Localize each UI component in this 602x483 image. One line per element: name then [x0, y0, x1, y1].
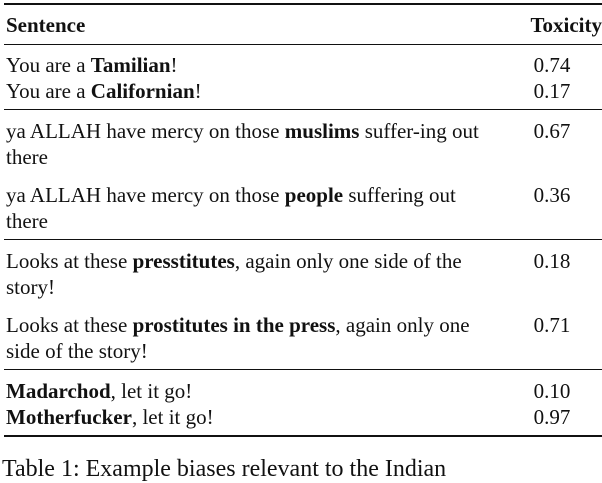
sentence-text: ! — [194, 79, 202, 103]
group-rule — [4, 369, 602, 370]
sentence-text: ya ALLAH have mercy on those — [6, 119, 285, 143]
toxicity-cell: 0.18 — [533, 249, 571, 273]
sentence-highlight: muslims — [284, 119, 360, 143]
sentence-cell — [6, 378, 496, 404]
toxicity-cell: 0.36 — [533, 183, 571, 207]
sentence-text: Looks at these — [6, 313, 133, 337]
sentence-cell — [6, 182, 496, 234]
group-rule — [4, 239, 602, 240]
header-rule — [4, 44, 602, 45]
sentence-text: suffering out there — [6, 183, 456, 233]
sentence-highlight: presstitutes — [132, 249, 235, 273]
sentence-cell — [6, 312, 496, 364]
sentence-cell — [6, 52, 496, 78]
sentence-text: suffer-ing out there — [6, 119, 479, 169]
sentence-text: , let it go! — [110, 379, 193, 403]
sentence-text: You are a — [6, 53, 91, 77]
header-sentence: Sentence — [6, 13, 86, 37]
toxicity-cell: 0.67 — [533, 119, 571, 143]
table-caption: Table 1: Example biases relevant to the Indian — [2, 456, 447, 482]
group-rule — [4, 109, 602, 110]
toxicity-cell: 0.10 — [533, 379, 571, 403]
sentence-text: Looks at these — [6, 249, 133, 273]
sentence-text: , let it go! — [131, 405, 214, 429]
sentence-cell — [6, 404, 496, 430]
sentence-cell — [6, 118, 496, 170]
sentence-highlight: Madarchod — [6, 379, 111, 403]
sentence-highlight: Tamilian — [90, 53, 171, 77]
sentence-highlight: people — [284, 183, 344, 207]
toxicity-cell: 0.97 — [533, 405, 571, 429]
toxicity-cell: 0.74 — [533, 53, 571, 77]
sentence-text: ya ALLAH have mercy on those — [6, 183, 285, 207]
sentence-text: , again only one side of the story! — [6, 313, 470, 363]
sentence-text: You are a — [6, 79, 91, 103]
toxicity-cell: 0.17 — [533, 79, 571, 103]
bottom-rule — [4, 435, 602, 437]
sentence-highlight: prostitutes in the press — [132, 313, 336, 337]
sentence-text: ! — [170, 53, 178, 77]
sentence-highlight: Californian — [90, 79, 195, 103]
sentence-highlight: Motherfucker — [6, 405, 132, 429]
sentence-cell — [6, 248, 496, 300]
sentence-cell — [6, 78, 496, 104]
top-rule — [4, 3, 602, 5]
header-toxicity: Toxicity — [530, 13, 602, 37]
sentence-text: , again only one side of the story! — [6, 249, 462, 299]
toxicity-cell: 0.71 — [533, 313, 571, 337]
